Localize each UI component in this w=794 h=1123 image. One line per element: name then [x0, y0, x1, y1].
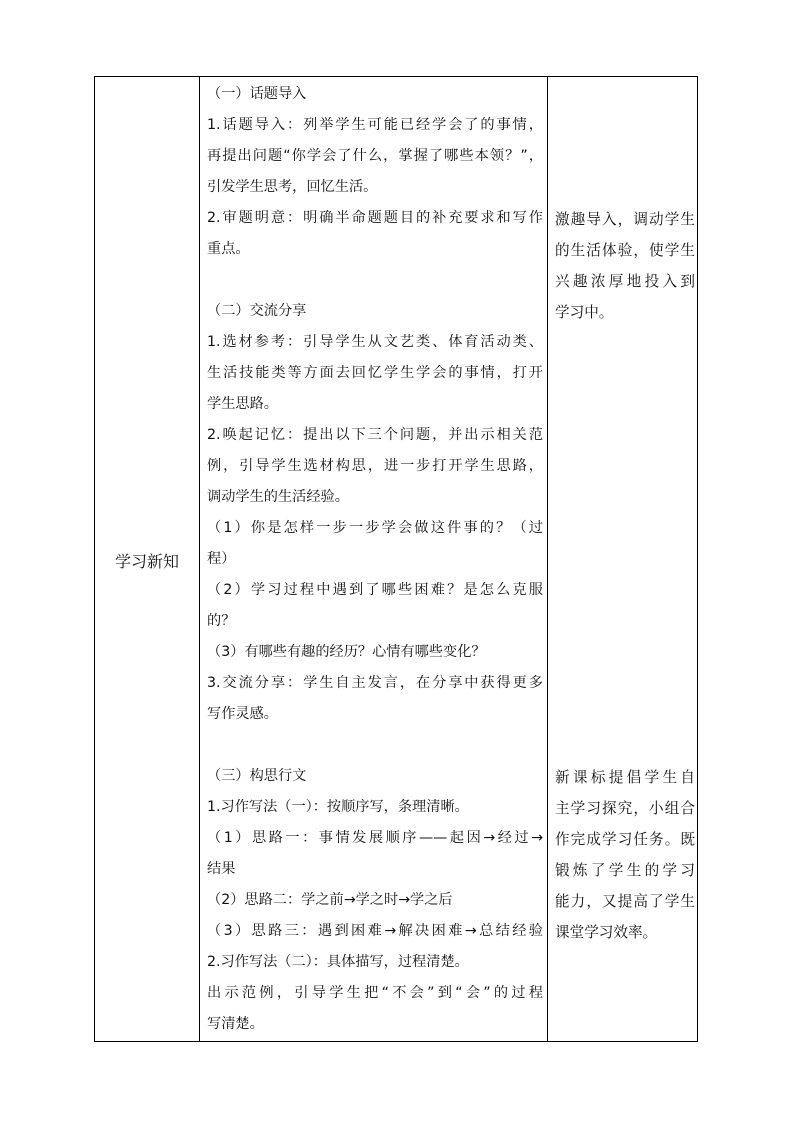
text-line: 再提出问题“你学会了什么，掌握了哪些本领？”，: [207, 148, 543, 164]
text-line: 2.审题明意：明确半命题题目的补充要求和写作: [207, 210, 543, 226]
note-line: 兴趣浓厚地投入到: [555, 273, 695, 290]
text-line: 程）: [207, 551, 236, 567]
text-line: （1）思路一：事情发展顺序——起因→经过→: [207, 830, 543, 846]
design-intent-note-2: [555, 762, 695, 948]
text-line: （二）交流分享: [207, 303, 307, 319]
text-line: 重点。: [207, 241, 250, 257]
text-line: （2）学习过程中遇到了哪些困难？是怎么克服: [207, 582, 543, 598]
note-line: 激趣导入，调动学生: [555, 211, 695, 228]
blank-line: [207, 265, 543, 296]
section-label: 学习新知: [114, 552, 179, 571]
column-divider: [547, 77, 548, 1041]
text-line: 2.唤起记忆：提出以下三个问题，并出示相关范: [207, 427, 543, 443]
text-line: 的？: [207, 613, 236, 629]
design-intent-note-1: [555, 204, 695, 328]
note-line: 主学习探究，小组合: [555, 800, 695, 817]
note-line: 学习中。: [555, 304, 614, 321]
text-line: 1.习作写法（一）：按顺序写，条理清晰。: [207, 799, 469, 815]
teaching-process-column: [207, 79, 543, 1040]
text-line: （三）构思行文: [207, 768, 307, 784]
text-line: （3）思路三：遇到困难→解决困难→总结经验: [207, 923, 543, 939]
text-line: 1.选材参考：引导学生从文艺类、体育活动类、: [207, 334, 543, 350]
text-line: （1）你是怎样一步一步学会做这件事的？（过: [207, 520, 543, 536]
text-line: 出示范例，引导学生把“不会”到“会”的过程: [207, 985, 543, 1001]
note-line: 能力，又提高了学生: [555, 893, 695, 910]
text-line: 结果: [207, 861, 236, 877]
text-line: 例，引导学生选材构思，进一步打开学生思路，: [207, 458, 543, 474]
text-line: 写作灵感。: [207, 706, 278, 722]
note-line: 的生活体验，使学生: [555, 242, 695, 259]
text-line: 1.话题导入：列举学生可能已经学会了的事情，: [207, 117, 543, 133]
text-line: 写清楚。: [207, 1016, 264, 1032]
column-divider: [199, 77, 200, 1041]
note-line: 课堂学习效率。: [555, 924, 658, 941]
note-line: 新课标提倡学生自: [555, 769, 695, 786]
note-line: 作完成学习任务。既: [555, 831, 695, 848]
note-line: 锻炼了学生的学习: [555, 862, 695, 879]
text-line: （3）有哪些有趣的经历？心情有哪些变化？: [207, 644, 486, 660]
text-line: （一）话题导入: [207, 86, 307, 102]
text-line: 引发学生思考，回忆生活。: [207, 179, 378, 195]
text-line: 调动学生的生活经验。: [207, 489, 349, 505]
text-line: 3.交流分享：学生自主发言，在分享中获得更多: [207, 675, 543, 691]
blank-line: [207, 730, 543, 761]
text-line: 学生思路。: [207, 396, 278, 412]
lesson-plan-table: [94, 76, 698, 1042]
text-line: 2.习作写法（二）：具体描写，过程清楚。: [207, 954, 469, 970]
text-line: （2）思路二：学之前→学之时→学之后: [207, 892, 453, 908]
text-line: 生活技能类等方面去回忆学生学会的事情，打开: [207, 365, 543, 381]
